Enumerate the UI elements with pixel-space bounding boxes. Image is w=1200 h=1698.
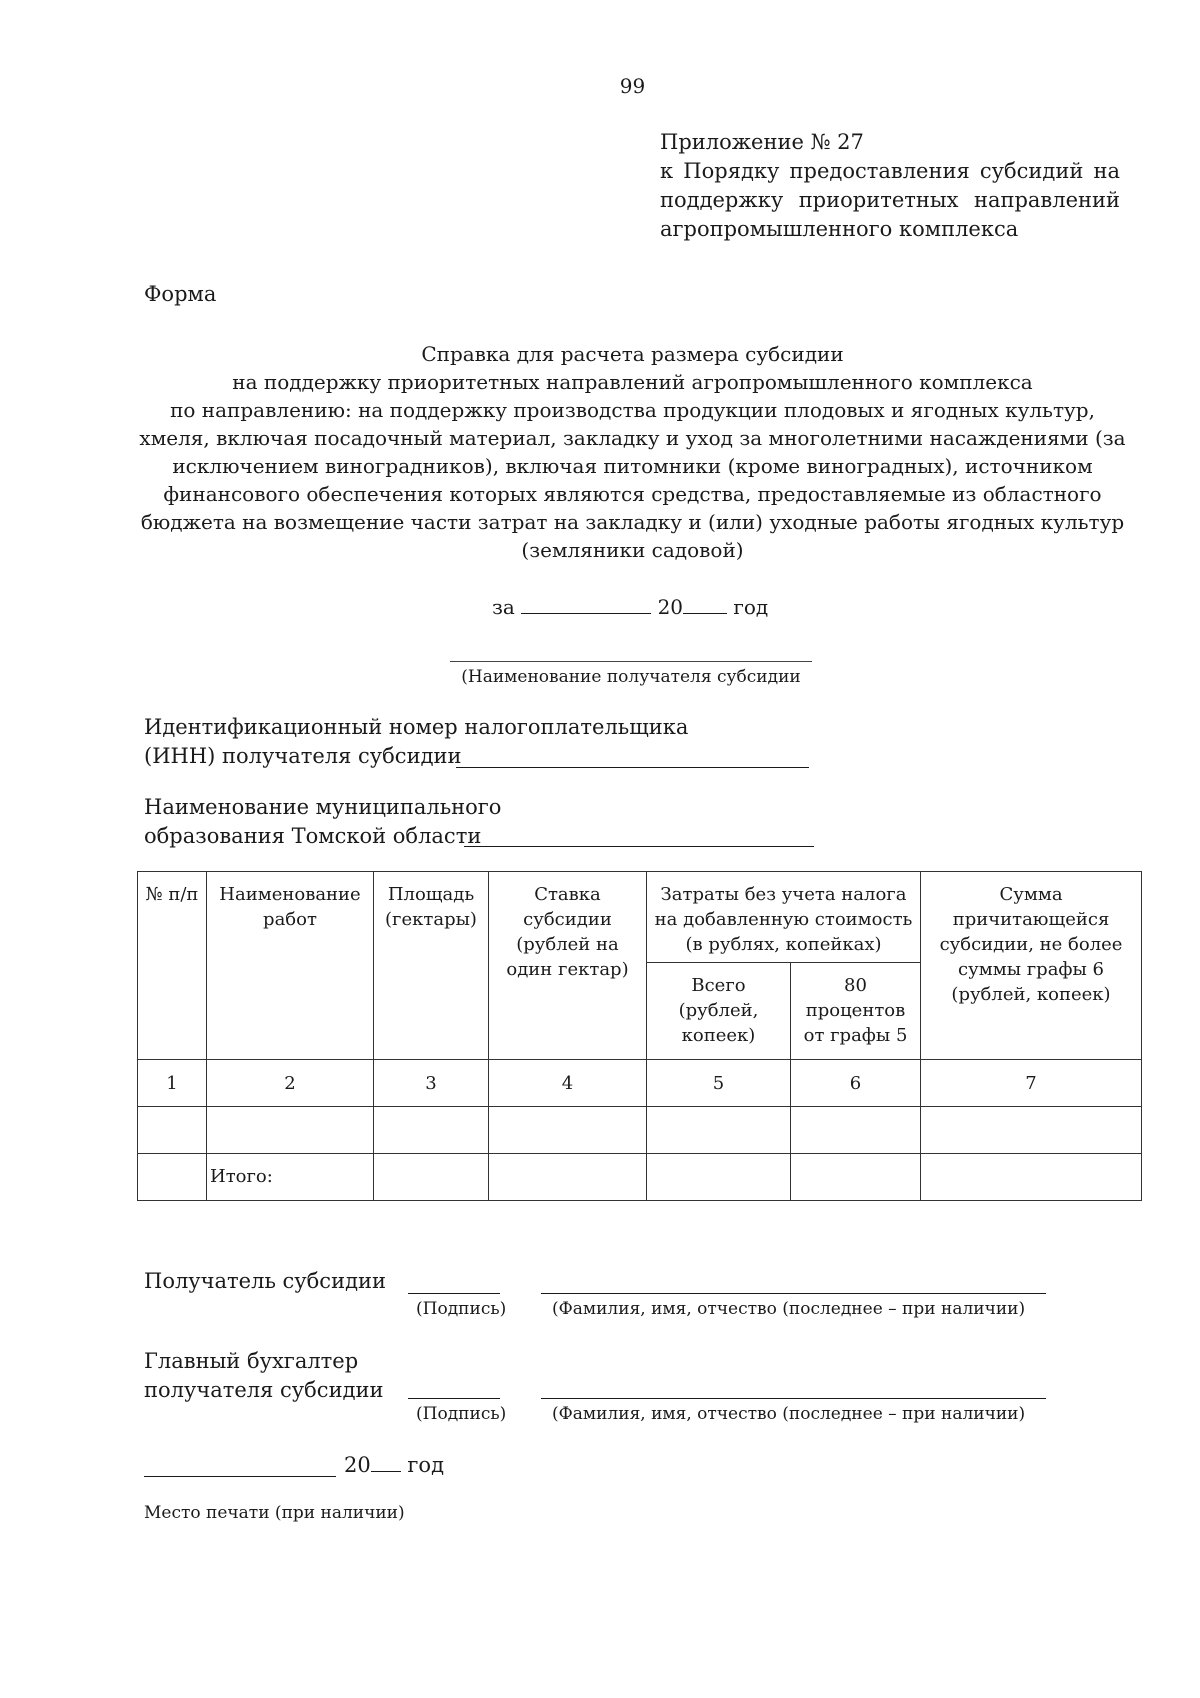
- document-title: [120, 340, 1145, 564]
- recipient-name-caption: (Фамилия, имя, отчество (последнее – при наличии): [552, 1299, 1026, 1319]
- table-cell[interactable]: [138, 1154, 207, 1201]
- municipality-label-line-2: образования Томской области: [144, 824, 482, 848]
- inn-label-line-1: Идентификационный номер налогоплательщика: [144, 715, 689, 739]
- title-line: бюджета на возмещение части затрат на закладку и (или) уходные работы ягодных культур: [140, 510, 1125, 534]
- table-cell[interactable]: [374, 1154, 489, 1201]
- date-year-blank[interactable]: [371, 1451, 401, 1472]
- header-costs-80-percent: 80 процентов от графы 5: [791, 963, 921, 1060]
- date-suffix: год: [407, 1453, 444, 1477]
- column-number: 7: [921, 1060, 1142, 1107]
- table-cell[interactable]: [921, 1107, 1142, 1154]
- total-label: Итого:: [207, 1154, 374, 1201]
- recipient-name-caption: (Наименование получателя субсидии: [461, 667, 801, 687]
- title-line: хмеля, включая посадочный материал, закладку и уход за многолетними насаждениями (за: [139, 426, 1126, 450]
- table-cell[interactable]: [374, 1107, 489, 1154]
- appendix-line-2: к Порядку предоставления субсидий на: [660, 159, 1120, 183]
- report-period: [492, 593, 768, 619]
- title-line: (земляники садовой): [521, 538, 744, 562]
- appendix-block: [660, 128, 1120, 244]
- accountant-name-line[interactable]: [541, 1398, 1046, 1399]
- column-number: 6: [791, 1060, 921, 1107]
- accountant-label-line-1: Главный бухгалтер: [144, 1349, 359, 1373]
- table-cell[interactable]: [138, 1107, 207, 1154]
- title-line: исключением виноградников), включая питомники (кроме виноградных), источником: [172, 454, 1093, 478]
- form-label: Форма: [144, 282, 217, 306]
- table-cell[interactable]: [489, 1154, 647, 1201]
- period-suffix: год: [733, 595, 769, 619]
- title-line: по направлению: на поддержку производства продукции плодовых и ягодных культур,: [170, 398, 1095, 422]
- header-costs-group: Затраты без учета налога на добавленную стоимость (в рублях, копейках): [647, 872, 921, 963]
- title-line: Справка для расчета размера субсидии: [421, 342, 844, 366]
- table-cell[interactable]: [647, 1107, 791, 1154]
- column-number: 1: [138, 1060, 207, 1107]
- column-number: 2: [207, 1060, 374, 1107]
- header-area: Площадь (гектары): [374, 872, 489, 1060]
- subsidy-table: [137, 871, 1142, 1201]
- municipality-field-line[interactable]: [464, 846, 814, 847]
- municipality-label-line-1: Наименование муниципального: [144, 795, 502, 819]
- recipient-signature-label: Получатель субсидии: [144, 1269, 386, 1293]
- accountant-label-line-2: получателя субсидии: [144, 1378, 384, 1402]
- table-cell[interactable]: [791, 1154, 921, 1201]
- recipient-signature-caption: (Подпись): [416, 1299, 507, 1319]
- accountant-signature-line[interactable]: [408, 1398, 500, 1399]
- period-prefix: за: [492, 595, 515, 619]
- accountant-name-caption: (Фамилия, имя, отчество (последнее – при наличии): [552, 1404, 1026, 1424]
- page-number: 99: [619, 74, 646, 98]
- date-year: [344, 1451, 444, 1477]
- table-cell[interactable]: [647, 1154, 791, 1201]
- appendix-line-3: поддержку приоритетных направлений: [660, 188, 1120, 212]
- table-header-row: [138, 872, 1142, 963]
- appendix-number: Приложение № 27: [660, 130, 864, 154]
- table-cell[interactable]: [921, 1154, 1142, 1201]
- table-cell[interactable]: [791, 1107, 921, 1154]
- appendix-line-4: агропромышленного комплекса: [660, 217, 1019, 241]
- recipient-name-line[interactable]: [541, 1293, 1046, 1294]
- header-rate: Ставка субсидии (рублей на один гектар): [489, 872, 647, 1060]
- header-subsidy-sum: Сумма причитающейся субсидии, не более суммы графы 6 (рублей, копеек): [921, 872, 1142, 1060]
- table-row: [138, 1107, 1142, 1154]
- table-total-row: [138, 1154, 1142, 1201]
- inn-field-line[interactable]: [456, 767, 809, 768]
- recipient-signature-line[interactable]: [408, 1293, 500, 1294]
- title-line: на поддержку приоритетных направлений агропромышленного комплекса: [232, 370, 1033, 394]
- accountant-signature-caption: (Подпись): [416, 1404, 507, 1424]
- period-blank[interactable]: [521, 593, 651, 614]
- date-line[interactable]: [144, 1476, 336, 1477]
- municipality-block: [144, 793, 501, 851]
- date-year-prefix: 20: [344, 1453, 371, 1477]
- stamp-place: Место печати (при наличии): [144, 1503, 405, 1523]
- accountant-signature-label: [144, 1347, 384, 1405]
- column-number: 3: [374, 1060, 489, 1107]
- table-column-numbers-row: [138, 1060, 1142, 1107]
- column-number: 4: [489, 1060, 647, 1107]
- title-line: финансового обеспечения которых являются средства, предоставляемые из областного: [163, 482, 1102, 506]
- inn-block: [144, 713, 688, 771]
- table-cell[interactable]: [207, 1107, 374, 1154]
- recipient-name-line[interactable]: [450, 661, 812, 662]
- header-number: № п/п: [138, 872, 207, 1060]
- period-year-blank[interactable]: [683, 593, 727, 614]
- table-cell[interactable]: [489, 1107, 647, 1154]
- header-work-name: Наименование работ: [207, 872, 374, 1060]
- header-costs-total: Всего (рублей, копеек): [647, 963, 791, 1060]
- period-year-prefix: 20: [657, 595, 684, 619]
- column-number: 5: [647, 1060, 791, 1107]
- inn-label-line-2: (ИНН) получателя субсидии: [144, 744, 462, 768]
